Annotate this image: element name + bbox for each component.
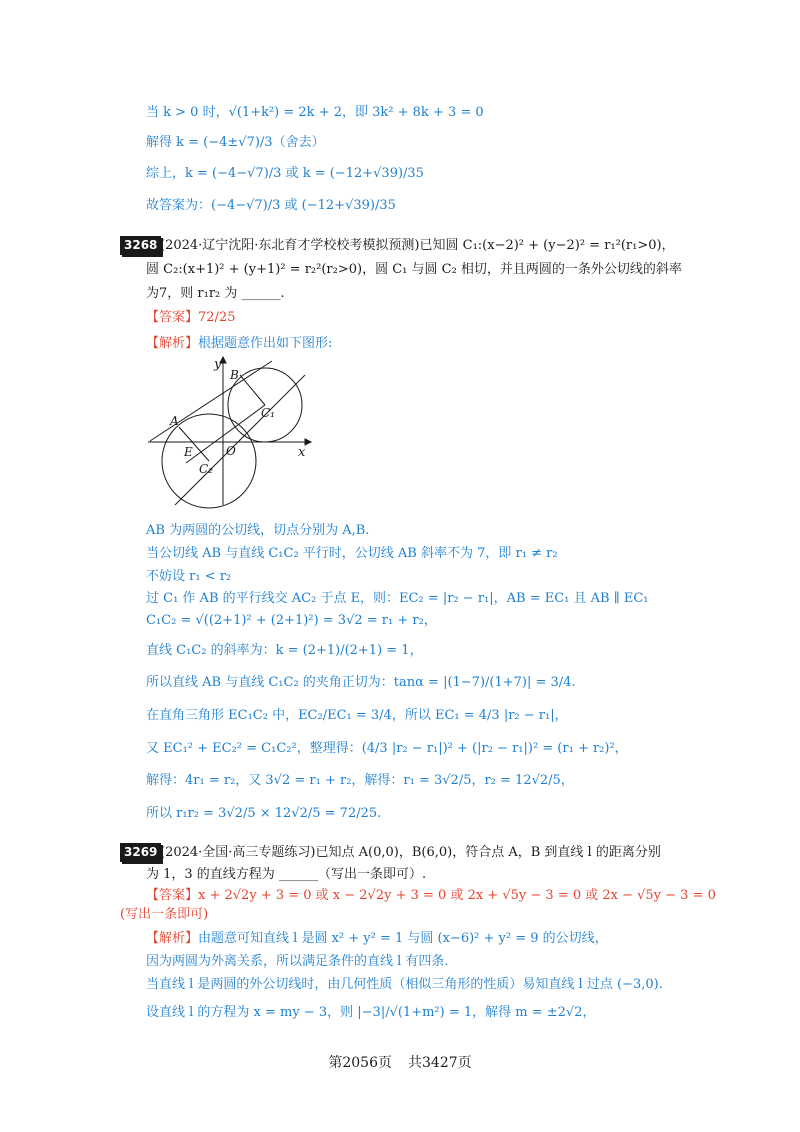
- answer-3269-note: (写出一条即可): [120, 907, 209, 922]
- solution-3268-line-4: 过 C₁ 作 AB 的平行线交 AC₂ 于点 E，则：EC₂ = |r₂ − r₁|，AB = EC₁ 且 AB ∥ EC₁: [146, 591, 649, 606]
- x-axis-arrow-icon: [305, 439, 311, 445]
- label-c1: C₁: [261, 406, 275, 420]
- analysis-3269-line-4: 设直线 l 的方程为 x = my − 3，则 |−3|/√(1+m²) = 1，解得 m = ±2√2，: [146, 1005, 596, 1020]
- solution-3268-line-5: C₁C₂ = √((2+1)² + (2+1)²) = 3√2 = r₁ + r₂，: [146, 613, 437, 628]
- label-e: E: [184, 445, 193, 459]
- solution-3268-line-8: 在直角三角形 EC₁C₂ 中，EC₂/EC₁ = 3/4，所以 EC₁ = 4/3 |r₂ − r₁|，: [146, 708, 568, 723]
- question-3268-line-2: 圆 C₂:(x+1)² + (y+1)² = r₂²(r₂>0)，圆 C₁ 与圆 C₂ 相切，并且两圆的一条外公切线的斜率: [146, 262, 682, 277]
- answer-value: x + 2√2y + 3 = 0 或 x − 2√2y + 3 = 0 或 2x + √5y − 3 = 0 或 2x − √5y − 3 = 0: [198, 888, 716, 903]
- page-number: 第2056页: [328, 1055, 392, 1071]
- solution-3268-line-3: 不妨设 r₁ < r₂: [146, 569, 232, 584]
- geometry-figure: [140, 355, 320, 515]
- analysis-tag: 【解析】: [146, 336, 199, 351]
- analysis-3269: [146, 930, 608, 948]
- solution-3268-line-9: 又 EC₁² + EC₂² = C₁C₂²，整理得：(4/3 |r₂ − r₁|)² + (|r₂ − r₁|)² = (r₁ + r₂)²，: [146, 741, 628, 756]
- solution-3268-line-2: 当公切线 AB 与直线 C₁C₂ 平行时，公切线 AB 斜率不为 7，即 r₁ ≠ r₂: [146, 546, 558, 561]
- analysis-3269-line-2: 因为两圆为外离关系，所以满足条件的直线 l 有四条.: [146, 954, 449, 969]
- radius-bc1: [240, 375, 265, 405]
- question-3268-line-1: (2024·辽宁沈阳·东北育才学校校考模拟预测)已知圆 C₁:(x−2)² + (y−2)² = r₁²(r₁>0)，: [160, 238, 675, 253]
- label-c2: C₂: [199, 462, 213, 476]
- answer-value: 72/25: [198, 310, 236, 325]
- pre-line-4: 故答案为：(−4−√7)/3 或 (−12+√39)/35: [146, 198, 396, 213]
- label-a: A: [170, 414, 179, 428]
- analysis-3269-line-3: 当直线 l 是两圆的外公切线时，由几何性质（相似三角形的性质）易知直线 l 过点 (−3,0).: [146, 977, 663, 992]
- pre-line-1: 当 k > 0 时，√(1+k²) = 2k + 2，即 3k² + 8k + 3 = 0: [146, 105, 484, 120]
- tangent-line-2: [175, 375, 305, 505]
- label-b: B: [230, 368, 239, 382]
- pre-line-2: 解得 k = (−4±√7)/3（舍去）: [146, 135, 325, 150]
- answer-tag: 【答案】: [146, 310, 199, 325]
- page-total: 共3427页: [408, 1055, 472, 1071]
- label-x: x: [298, 445, 306, 460]
- problem-number-3269: 3269: [120, 843, 161, 862]
- pre-line-3: 综上，k = (−4−√7)/3 或 k = (−12+√39)/35: [146, 166, 424, 181]
- tangent-line-ab: [150, 361, 272, 441]
- page-footer: [0, 1052, 800, 1072]
- solution-3268-line-6: 直线 C₁C₂ 的斜率为：k = (2+1)/(2+1) = 1，: [146, 643, 423, 658]
- analysis-intro: 根据题意作出如下图形:: [198, 336, 333, 351]
- analysis-3268: [146, 335, 332, 353]
- question-3269-line-2: 为 1，3 的直线方程为 ______（写出一条即可）.: [146, 867, 427, 882]
- answer-3268: [146, 309, 235, 327]
- analysis-line-1: 由题意可知直线 l 是圆 x² + y² = 1 与圆 (x−6)² + y² = 9 的公切线，: [198, 931, 608, 946]
- label-y: y: [214, 357, 222, 372]
- answer-3269: [146, 887, 716, 905]
- problem-number-3268: 3268: [120, 236, 161, 255]
- question-3268-line-3: 为7，则 r₁r₂ 为 ______.: [146, 286, 285, 301]
- solution-3268-line-7: 所以直线 AB 与直线 C₁C₂ 的夹角正切为：tanα = |(1−7)/(1+7)| = 3/4.: [146, 675, 576, 690]
- question-3269-line-1: (2024·全国·高三专题练习)已知点 A(0,0)，B(6,0)，符合点 A，B 到直线 l 的距离分别: [160, 845, 661, 860]
- answer-tag: 【答案】: [146, 888, 199, 903]
- analysis-tag: 【解析】: [146, 931, 199, 946]
- solution-3268-line-11: 所以 r₁r₂ = 3√2/5 × 12√2/5 = 72/25.: [146, 806, 382, 821]
- solution-3268-line-1: AB 为两圆的公切线，切点分别为 A,B.: [146, 523, 370, 538]
- label-o: O: [226, 444, 236, 458]
- solution-3268-line-10: 解得：4r₁ = r₂，又 3√2 = r₁ + r₂，解得：r₁ = 3√2/5，r₂ = 12√2/5，: [146, 773, 574, 788]
